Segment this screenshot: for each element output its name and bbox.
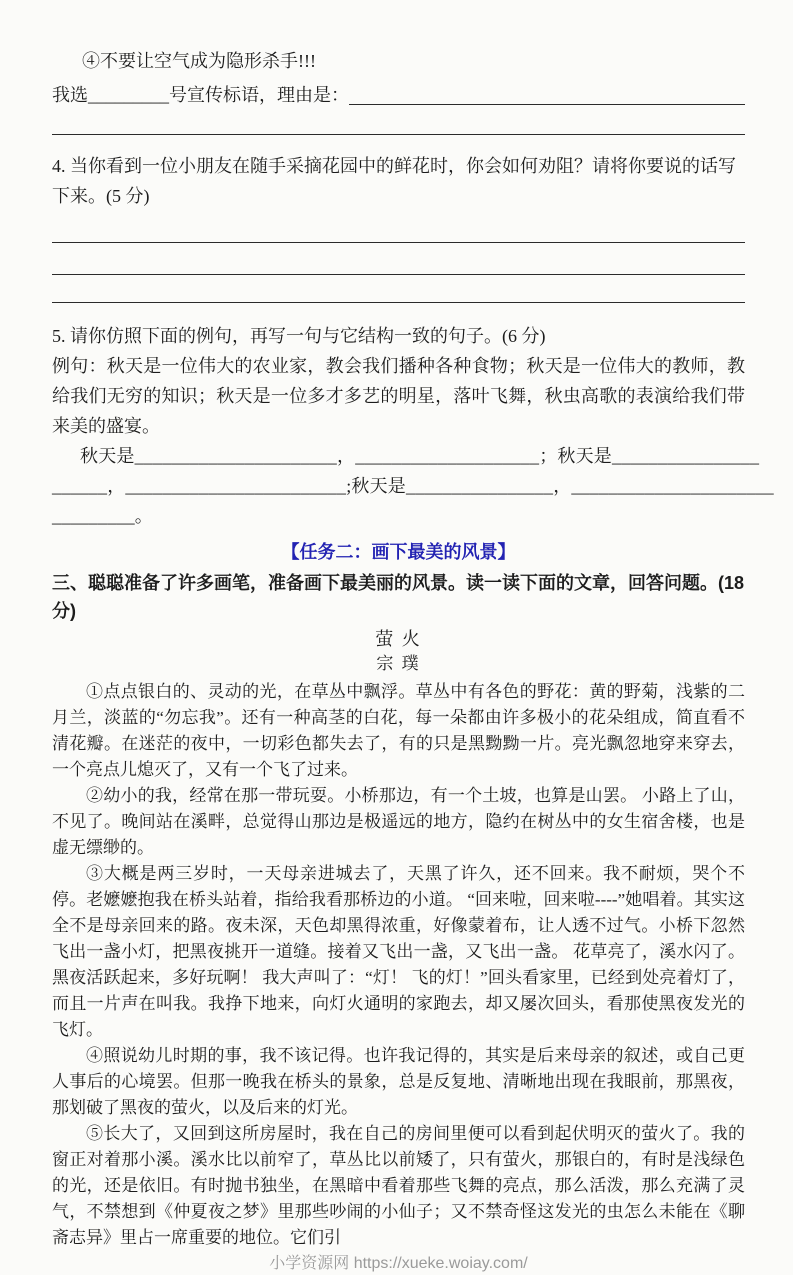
reason-answer-line	[349, 103, 745, 105]
q5-blank-row-2: ______，________________________;秋天是________________，______________________	[52, 476, 774, 496]
article-paragraph-4: ④照说幼儿时期的事，我不该记得。也许我记得的，其实是后来母亲的叙述，或自己更人事后的心境罢。但那一晚我在桥头的景象，总是反复地、清晰地出现在我眼前，那黑夜，那划破了黑夜的萤火，以及后来的灯光。	[52, 1046, 745, 1117]
slogan-choice-row	[52, 80, 745, 110]
article-body	[52, 679, 745, 1251]
choice-prefix: 我选	[52, 85, 88, 105]
site-watermark: 小学资源网 https://xueke.woiay.com/	[269, 1255, 528, 1272]
q4-answer-line-1	[52, 242, 745, 243]
article-title: 萤 火	[375, 629, 422, 649]
question-4: 4. 当你看到一位小朋友在随手采摘花园中的鲜花时，你会如何劝阻？请将你要说的话写下来。(5 分)	[52, 156, 736, 206]
slogan-option-4: ④不要让空气成为隐形杀手!!!	[82, 51, 316, 71]
article-paragraph-1: ①点点银白的、灵动的光，在草丛中飘浮。草丛中有各色的野花：黄的野菊，浅紫的二月兰，淡蓝的“勿忘我”。还有一种高茎的白花，每一朵都由许多极小的花朵组成，简直看不清花瓣。在迷茫的夜中，一切彩色都失去了，有的只是黑黝黝一片。亮光飘忽地穿来穿去，一个亮点儿熄灭了，又有一个飞了过来。	[52, 682, 745, 779]
article-paragraph-5: ⑤长大了，又回到这所房屋时，我在自己的房间里便可以看到起伏明灭的萤火了。我的窗正对着那小溪。溪水比以前窄了，草丛比以前矮了，只有萤火，那银白的，有时是浅绿色的光，还是依旧。有时抛书独坐，在黑暗中看着那些飞舞的亮点，那么活泼，那么充满了灵气，不禁想到《仲夏夜之梦》里那些吵闹的小仙子；又不禁奇怪这发光的虫怎么未能在《聊斋志异》里占一席重要的地位。它们引	[52, 1124, 745, 1247]
article-author: 宗 璞	[376, 654, 421, 673]
question-5: 5. 请你仿照下面的例句，再写一句与它结构一致的句子。(6 分)	[52, 326, 546, 346]
article-paragraph-2: ②幼小的我，经常在那一带玩耍。小桥那边，有一个土坡，也算是山罢。 小路上了山，不见了。晚间站在溪畔，总觉得山那边是极遥远的地方，隐约在树丛中的女生宿舍楼，也是虚无缥缈的。	[52, 786, 745, 857]
section-3-heading: 三、聪聪准备了许多画笔，准备画下最美丽的风景。读一读下面的文章，回答问题。(18 分)	[52, 573, 745, 621]
choice-blank: _________	[88, 85, 169, 105]
article-paragraph-3: ③大概是两三岁时，一天母亲进城去了，天黑了许久，还不回来。我不耐烦，哭个不停。老嬷嬷抱我在桥头站着，指给我看那桥边的小道。 “回来啦，回来啦----”她唱着。其实这全不是母亲回来的路。夜未深，天色却黑得浓重，好像蒙着布，让人透不过气。小桥下忽然飞出一盏小灯，把黑夜挑开一道缝。接着又飞出一盏，又飞出一盏。 花草亮了，溪水闪了。黑夜活跃起来，多好玩啊！ 我大声叫了：“灯！ 飞的灯！”回头看家里，已经到处亮着灯了，而且一片声在叫我。我挣下地来，向灯火通明的家跑去，却又屡次回头，看那使黑夜发光的飞灯。	[52, 864, 745, 1039]
choice-suffix: 号宣传标语，理由是：	[169, 85, 349, 105]
task-2-header: 【任务二：画下最美的风景】	[281, 542, 516, 562]
q5-blank-row-1: 秋天是______________________，____________________；秋天是________________	[80, 446, 760, 466]
reason-answer-line-2	[52, 134, 745, 135]
q5-blank-row-3: _________。	[52, 506, 153, 526]
question-5-example: 例句：秋天是一位伟大的农业家，教会我们播种各种食物；秋天是一位伟大的教师，教给我们无穷的知识；秋天是一位多才多艺的明星，落叶飞舞，秋虫高歌的表演给我们带来美的盛宴。	[52, 356, 745, 436]
q4-answer-line-2	[52, 274, 745, 275]
q4-answer-line-3	[52, 302, 745, 303]
